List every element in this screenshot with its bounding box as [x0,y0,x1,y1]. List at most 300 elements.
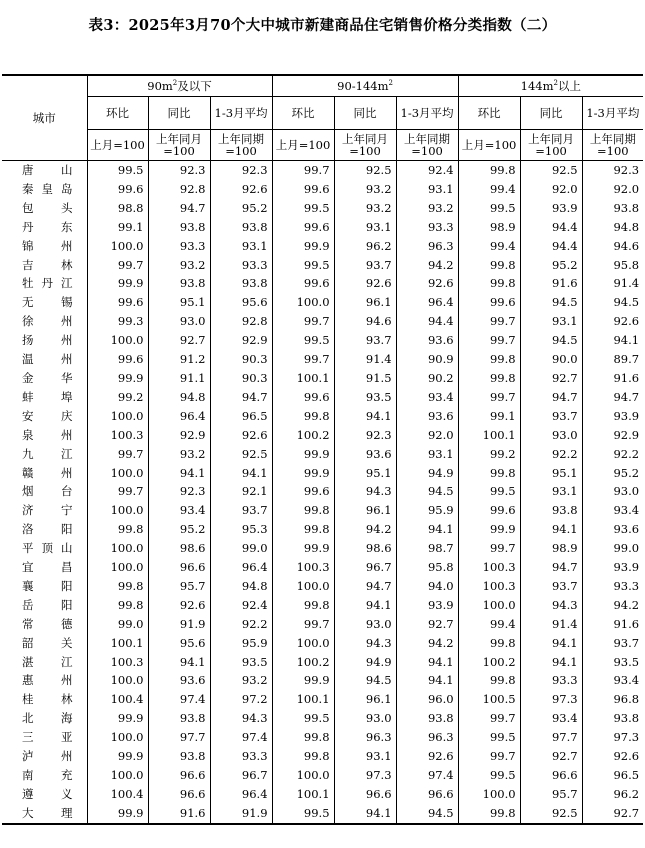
index-value: 94.4 [520,218,582,237]
index-value: 94.9 [334,653,396,672]
index-value: 92.5 [520,804,582,824]
index-value: 94.7 [210,388,272,407]
index-value: 92.3 [210,161,272,180]
index-value: 90.9 [396,350,458,369]
mom-base: 上月=100 [458,130,520,161]
index-value: 99.4 [458,237,520,256]
index-value: 100.0 [87,501,148,520]
index-value: 92.7 [396,615,458,634]
table-title: 表3：2025年3月70个大中城市新建商品住宅销售价格分类指数（二） [88,17,557,34]
index-value: 90.3 [210,369,272,388]
index-value: 99.7 [272,161,334,180]
index-value: 100.1 [272,369,334,388]
index-value: 93.1 [396,445,458,464]
index-value: 100.0 [458,785,520,804]
index-value: 96.8 [582,690,643,709]
index-value: 99.9 [272,539,334,558]
index-value: 93.6 [582,520,643,539]
index-value: 100.4 [87,690,148,709]
index-value: 89.7 [582,350,643,369]
index-value: 96.6 [520,766,582,785]
index-value: 94.8 [148,388,210,407]
index-value: 94.8 [210,577,272,596]
index-value: 100.0 [87,539,148,558]
index-value: 93.3 [396,218,458,237]
index-value: 98.9 [520,539,582,558]
index-value: 93.2 [210,671,272,690]
index-value: 93.8 [148,747,210,766]
index-value: 100.0 [87,766,148,785]
index-value: 90.2 [396,369,458,388]
index-value: 99.7 [458,747,520,766]
index-value: 96.4 [210,558,272,577]
index-value: 93.8 [210,274,272,293]
index-value: 93.3 [148,237,210,256]
q1-avg-header: 1-3月平均 [396,97,458,130]
index-value: 92.7 [520,747,582,766]
city-name: 岳阳 [2,596,87,615]
index-value: 100.2 [272,653,334,672]
table-row [2,558,643,577]
index-value: 92.0 [396,426,458,445]
index-value: 95.9 [396,501,458,520]
yoy-header: 同比 [148,97,210,130]
index-value: 92.2 [520,445,582,464]
index-value: 94.5 [334,671,396,690]
index-value: 99.6 [272,482,334,501]
city-header: 城市 [2,75,87,161]
mom-base: 上月=100 [87,130,148,161]
city-name: 蚌埠 [2,388,87,407]
index-value: 99.9 [87,709,148,728]
index-value: 91.9 [210,804,272,824]
index-value: 95.6 [210,293,272,312]
index-value: 92.8 [210,312,272,331]
index-value: 99.7 [87,482,148,501]
q1-avg-base: 上年同期=100 [210,130,272,161]
city-name: 泸州 [2,747,87,766]
index-value: 99.8 [458,634,520,653]
index-value: 99.5 [87,161,148,180]
table-row [2,180,643,199]
index-value: 100.4 [87,785,148,804]
index-value: 97.4 [210,728,272,747]
index-value: 93.8 [396,709,458,728]
index-value: 99.8 [458,369,520,388]
city-name: 徐州 [2,312,87,331]
yoy-header: 同比 [520,97,582,130]
q1-avg-header: 1-3月平均 [582,97,643,130]
index-value: 93.1 [334,747,396,766]
index-value: 92.6 [148,596,210,615]
index-value: 93.9 [582,407,643,426]
index-value: 94.9 [396,464,458,483]
index-value: 100.0 [458,596,520,615]
index-value: 100.1 [458,426,520,445]
city-name: 安庆 [2,407,87,426]
index-value: 92.9 [210,331,272,350]
index-value: 99.7 [87,445,148,464]
table-row [2,653,643,672]
index-value: 94.1 [520,520,582,539]
index-value: 93.4 [582,671,643,690]
index-value: 96.4 [210,785,272,804]
city-name: 三亚 [2,728,87,747]
city-name: 常德 [2,615,87,634]
index-value: 99.9 [272,445,334,464]
index-value: 99.9 [87,274,148,293]
index-value: 93.2 [334,180,396,199]
index-value: 99.4 [458,615,520,634]
index-value: 92.6 [210,426,272,445]
city-name: 洛阳 [2,520,87,539]
index-value: 99.1 [87,218,148,237]
index-value: 93.3 [520,671,582,690]
index-value: 99.6 [272,388,334,407]
city-name: 遵义 [2,785,87,804]
index-value: 100.3 [87,653,148,672]
index-value: 99.5 [272,709,334,728]
index-value: 99.6 [272,274,334,293]
index-value: 100.0 [87,407,148,426]
table-row [2,274,643,293]
index-value: 93.7 [520,407,582,426]
index-value: 93.7 [210,501,272,520]
index-value: 92.0 [520,180,582,199]
index-value: 93.9 [396,596,458,615]
index-value: 93.8 [582,709,643,728]
mom-header: 环比 [458,97,520,130]
index-value: 96.6 [148,766,210,785]
index-value: 94.3 [210,709,272,728]
index-value: 93.6 [396,331,458,350]
index-value: 93.6 [396,407,458,426]
index-value: 99.0 [210,539,272,558]
group-header-medium: $90-144m^2$ [272,75,458,97]
city-name: 秦皇岛 [2,180,87,199]
city-name: 惠州 [2,671,87,690]
index-value: 99.6 [272,180,334,199]
index-value: 99.7 [458,388,520,407]
index-value: 92.6 [396,747,458,766]
index-value: 99.6 [458,293,520,312]
group-header-small: $90m^2$及以下 [87,75,272,97]
city-name: 牡丹江 [2,274,87,293]
index-value: 100.3 [458,558,520,577]
index-value: 93.9 [582,558,643,577]
index-value: 100.3 [458,577,520,596]
index-value: 96.3 [396,728,458,747]
q1-avg-header: 1-3月平均 [210,97,272,130]
index-value: 98.9 [458,218,520,237]
index-value: 99.1 [458,407,520,426]
index-value: 99.7 [272,312,334,331]
index-value: 99.9 [87,369,148,388]
table-row [2,161,643,180]
index-value: 93.1 [210,237,272,256]
table-row [2,634,643,653]
index-value: 98.8 [87,199,148,218]
index-value: 100.0 [87,331,148,350]
index-value: 92.3 [334,426,396,445]
table-row [2,671,643,690]
index-value: 92.3 [148,482,210,501]
index-value: 99.7 [87,256,148,275]
index-value: 100.0 [87,671,148,690]
index-value: 94.2 [396,634,458,653]
index-value: 94.3 [520,596,582,615]
index-value: 94.2 [582,596,643,615]
table-row [2,615,643,634]
index-value: 94.1 [334,804,396,824]
index-value: 95.1 [520,464,582,483]
index-value: 91.4 [334,350,396,369]
index-value: 99.8 [272,501,334,520]
index-value: 97.4 [148,690,210,709]
city-name: 锦州 [2,237,87,256]
index-value: 100.0 [87,464,148,483]
index-value: 99.7 [272,615,334,634]
index-value: 93.8 [148,218,210,237]
mom-header: 环比 [87,97,148,130]
index-value: 99.5 [458,728,520,747]
city-name: 大理 [2,804,87,824]
index-value: 96.0 [396,690,458,709]
city-name: 吉林 [2,256,87,275]
q1-avg-base: 上年同期=100 [396,130,458,161]
group-header-large: $144m^2$以上 [458,75,643,97]
index-value: 96.1 [334,501,396,520]
city-name: 温州 [2,350,87,369]
index-value: 92.3 [148,161,210,180]
index-value: 91.6 [520,274,582,293]
index-value: 93.1 [334,218,396,237]
index-value: 100.0 [272,766,334,785]
index-value: 96.4 [148,407,210,426]
index-value: 92.3 [582,161,643,180]
mom-base: 上月=100 [272,130,334,161]
city-name: 平顶山 [2,539,87,558]
yoy-base: 上年同月=100 [520,130,582,161]
index-value: 93.7 [582,634,643,653]
index-value: 91.1 [148,369,210,388]
table-header [2,75,643,161]
index-value: 95.2 [148,520,210,539]
index-value: 100.2 [458,653,520,672]
index-value: 93.9 [520,199,582,218]
city-name: 济宁 [2,501,87,520]
index-value: 99.7 [458,709,520,728]
index-value: 93.4 [582,501,643,520]
city-name: 北海 [2,709,87,728]
index-value: 94.4 [396,312,458,331]
table-row [2,256,643,275]
index-value: 94.1 [334,596,396,615]
index-value: 93.3 [210,256,272,275]
index-value: 92.1 [210,482,272,501]
index-value: 91.2 [148,350,210,369]
table-row [2,312,643,331]
index-value: 99.8 [272,596,334,615]
index-value: 93.6 [148,671,210,690]
index-value: 94.1 [582,331,643,350]
index-value: 91.4 [582,274,643,293]
index-value: 94.1 [148,653,210,672]
index-value: 97.7 [520,728,582,747]
yoy-base: 上年同月=100 [334,130,396,161]
index-value: 93.8 [148,709,210,728]
table-row [2,539,643,558]
index-value: 99.5 [272,331,334,350]
index-value: 93.6 [334,445,396,464]
table-row [2,331,643,350]
index-value: 93.1 [520,482,582,501]
index-value: 97.3 [582,728,643,747]
index-value: 100.0 [272,293,334,312]
table-row [2,520,643,539]
index-value: 94.0 [396,577,458,596]
index-value: 91.6 [582,369,643,388]
index-value: 91.4 [520,615,582,634]
index-value: 95.1 [148,293,210,312]
index-value: 92.0 [582,180,643,199]
index-value: 93.3 [582,577,643,596]
table-row [2,445,643,464]
index-value: 94.7 [582,388,643,407]
index-value: 96.6 [334,785,396,804]
index-value: 95.6 [148,634,210,653]
index-value: 97.2 [210,690,272,709]
index-value: 97.3 [520,690,582,709]
index-value: 99.0 [582,539,643,558]
index-value: 92.6 [334,274,396,293]
table-row [2,293,643,312]
yoy-header: 同比 [334,97,396,130]
index-value: 94.1 [520,653,582,672]
index-value: 94.5 [520,293,582,312]
index-value: 92.4 [210,596,272,615]
table-row [2,690,643,709]
index-value: 93.4 [520,709,582,728]
index-value: 93.4 [148,501,210,520]
index-value: 94.7 [520,388,582,407]
index-value: 100.1 [272,785,334,804]
table-row [2,199,643,218]
city-name: 桂林 [2,690,87,709]
index-value: 94.4 [520,237,582,256]
index-value: 99.6 [87,293,148,312]
yoy-base: 上年同月=100 [148,130,210,161]
table-row [2,747,643,766]
index-value: 100.2 [272,426,334,445]
index-value: 94.1 [396,671,458,690]
index-value: 92.2 [210,615,272,634]
index-value: 93.7 [334,331,396,350]
index-value: 100.3 [87,426,148,445]
city-name: 金华 [2,369,87,388]
index-value: 95.2 [582,464,643,483]
index-value: 94.8 [582,218,643,237]
index-value: 99.9 [272,671,334,690]
index-value: 96.5 [210,407,272,426]
index-value: 96.6 [396,785,458,804]
index-value: 97.3 [334,766,396,785]
index-value: 96.5 [582,766,643,785]
index-value: 99.8 [458,671,520,690]
city-name: 南充 [2,766,87,785]
city-name: 包头 [2,199,87,218]
index-value: 100.3 [272,558,334,577]
index-value: 94.2 [334,520,396,539]
index-value: 99.8 [272,407,334,426]
table-row [2,426,643,445]
index-value: 94.1 [396,520,458,539]
index-value: 99.7 [458,539,520,558]
index-value: 93.8 [582,199,643,218]
index-value: 99.8 [272,747,334,766]
table-row [2,709,643,728]
index-value: 94.3 [334,482,396,501]
index-value: 98.7 [396,539,458,558]
city-name: 唐山 [2,161,87,180]
table-row [2,388,643,407]
city-name: 九江 [2,445,87,464]
index-value: 92.7 [520,369,582,388]
index-value: 94.7 [148,199,210,218]
city-name: 无锡 [2,293,87,312]
index-value: 96.3 [334,728,396,747]
city-name: 韶关 [2,634,87,653]
table-row [2,369,643,388]
index-value: 99.8 [272,520,334,539]
index-value: 93.5 [334,388,396,407]
index-value: 94.6 [582,237,643,256]
index-value: 93.2 [148,445,210,464]
index-value: 96.3 [396,237,458,256]
index-value: 99.4 [458,180,520,199]
index-value: 99.5 [458,199,520,218]
table-row [2,804,643,824]
index-value: 99.5 [272,199,334,218]
index-value: 92.9 [582,426,643,445]
index-value: 95.7 [520,785,582,804]
index-value: 92.5 [334,161,396,180]
mom-header: 环比 [272,97,334,130]
index-value: 96.4 [396,293,458,312]
index-value: 94.1 [396,653,458,672]
table-row [2,501,643,520]
index-value: 99.5 [272,256,334,275]
index-value: 100.1 [87,634,148,653]
index-value: 93.7 [334,256,396,275]
index-value: 93.0 [334,709,396,728]
index-value: 95.2 [520,256,582,275]
index-value: 94.1 [148,464,210,483]
index-value: 93.2 [334,199,396,218]
index-value: 99.3 [87,312,148,331]
index-value: 95.1 [334,464,396,483]
table-row [2,350,643,369]
index-value: 100.0 [272,577,334,596]
index-value: 92.6 [582,747,643,766]
index-value: 99.5 [272,804,334,824]
index-value: 92.7 [148,331,210,350]
index-value: 92.2 [582,445,643,464]
q1-avg-base: 上年同期=100 [582,130,643,161]
table-row [2,766,643,785]
index-value: 93.8 [520,501,582,520]
index-value: 99.6 [87,180,148,199]
